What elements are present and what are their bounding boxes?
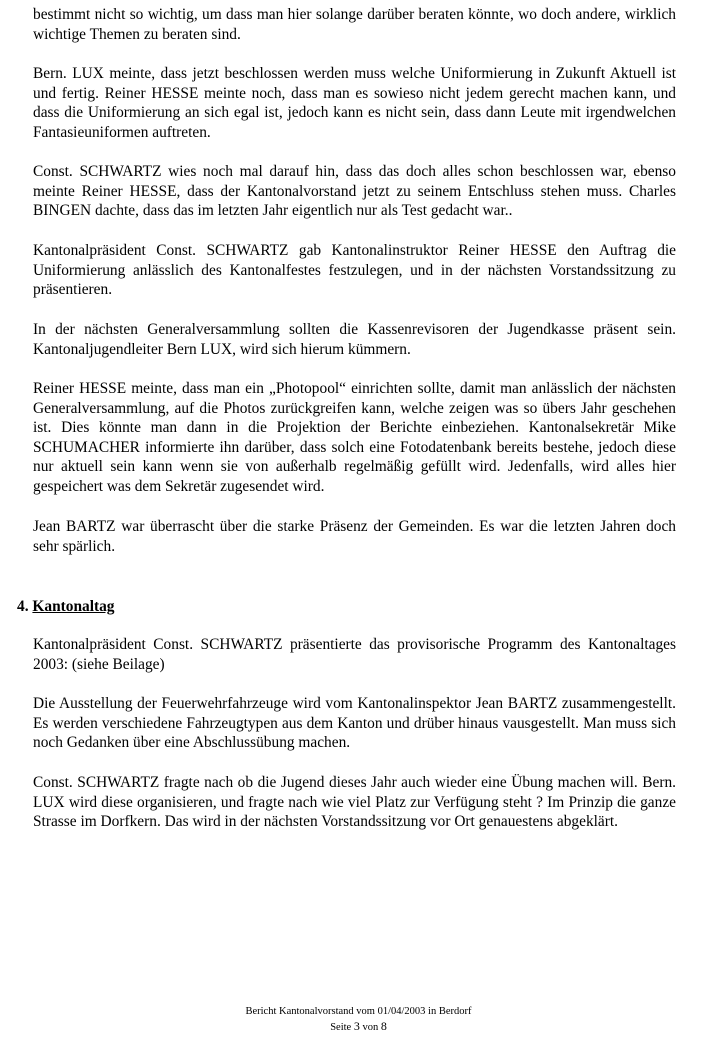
section-paragraph: Const. SCHWARTZ fragte nach ob die Jugend dieses Jahr auch wieder eine Übung machen will. Bern. LUX wird diese organisieren, und fragte nach wie viel Platz zur Verfügung steht ? Im Prinzip die ganze Strasse im Dorfkern. Das wird in der nächsten Vorstandssitzung vor Ort genauestens abgeklärt. — [33, 774, 676, 831]
paragraph: Reiner HESSE meinte, dass man ein „Photopool“ einrichten sollte, damit man anlässlich der nächsten Generalversammlung, auf die Photos zurückgreifen kann, welche zeigen was so übers Jahr geschehen ist. Dies könnte man dann in die Projektion der Berichte einbeziehen. Kantonalsekretär Mike SCHUMACHER informierte ihn darüber, dass solch eine Fotodatenbank bereits bestehe, jedoch diese nur aktuell sein kann wenn sie von außerhalb regelmäßig gefüllt wird. Jedenfalls, wird alles hier gespeichert was dem Sekretär zugesendet wird. — [33, 380, 676, 495]
page-total: 8 — [380, 1019, 387, 1033]
paragraph: Jean BARTZ war überrascht über die starke Präsenz der Gemeinden. Es war die letzten Jahren doch sehr spärlich. — [33, 518, 676, 555]
page-current: 3 — [353, 1019, 360, 1033]
section-heading — [17, 597, 115, 617]
section-paragraph: Kantonalpräsident Const. SCHWARTZ präsentierte das provisorische Programm des Kantonaltages 2003: (siehe Beilage) — [33, 636, 676, 673]
footer-report-line: Bericht Kantonalvorstand vom 01/04/2003 in Berdorf — [245, 1006, 472, 1017]
paragraph: Kantonalpräsident Const. SCHWARTZ gab Kantonalinstruktor Reiner HESSE den Auftrag die Uniformierung anlässlich des Kantonalfestes festzulegen, und in der nächsten Vorstandssitzung zu präsentieren. — [33, 242, 676, 299]
section-paragraph: Die Ausstellung der Feuerwehrfahrzeuge wird vom Kantonalinspektor Jean BARTZ zusammengestellt. Es werden verschiedene Fahrzeugtypen aus dem Kanton und drüber hinaus vausgestellt. Man muss sich noch Gedanken über eine Abschlussübung machen. — [33, 695, 676, 752]
paragraph: Const. SCHWARTZ wies noch mal darauf hin, dass das doch alles schon beschlossen war, ebenso meinte Reiner HESSE, dass der Kantonalvorstand jetzt zu seinem Entschluss stehen muss. Charles BINGEN dachte, dass das im letzten Jahr eigentlich nur als Test gedacht war.. — [33, 163, 676, 220]
page-of: von — [362, 1022, 379, 1033]
page-label: Seite — [330, 1022, 352, 1033]
section-number: 4. — [17, 598, 29, 615]
footer-page-number — [0, 1020, 717, 1034]
paragraph: In der nächsten Generalversammlung sollten die Kassenrevisoren der Jugendkasse präsent sein. Kantonaljugendleiter Bern LUX, wird sich hierum kümmern. — [33, 321, 676, 358]
section-title: Kantonaltag — [32, 598, 115, 615]
paragraph: bestimmt nicht so wichtig, um dass man hier solange darüber beraten könnte, wo doch andere, wirklich wichtige Themen zu beraten sind. — [33, 6, 676, 43]
paragraph: Bern. LUX meinte, dass jetzt beschlossen werden muss welche Uniformierung in Zukunft Aktuell ist und fertig. Reiner HESSE meinte noch, dass man es sowieso nicht jedem gerecht machen kann, und dass die Uniformierung an sich egal ist, jedoch kann es nicht sein, dass dann Leute mit irgendwelchen Fantasieuniformen auftreten. — [33, 65, 676, 141]
